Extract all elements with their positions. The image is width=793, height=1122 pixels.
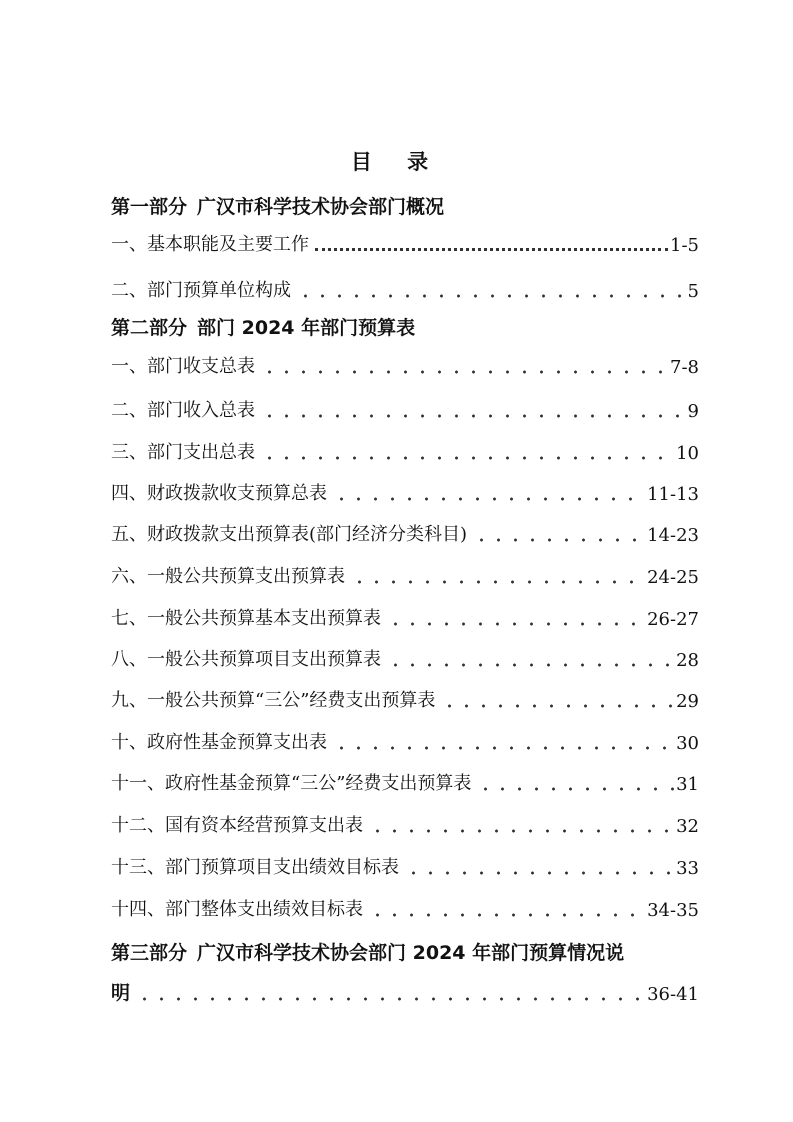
toc-entry-2-13[interactable]: [111, 851, 699, 879]
toc-entry-page: 10: [676, 443, 699, 464]
toc-entry-label: 八、一般公共预算项目支出预算表: [111, 649, 381, 670]
toc-leader-dots: [369, 828, 674, 834]
toc-entry-page: 29: [676, 691, 699, 712]
part1-heading: [111, 192, 701, 219]
toc-entry-1-2[interactable]: [111, 274, 699, 302]
toc-entry-2-3[interactable]: [111, 436, 699, 464]
toc-entry-page: 5: [687, 281, 699, 302]
toc-entry-2-11[interactable]: [111, 767, 699, 795]
toc-entry-2-6[interactable]: [111, 560, 699, 588]
toc-leader-dots: [369, 912, 645, 918]
toc-entry-2-2[interactable]: [111, 394, 699, 422]
toc-entry-label: 二、部门收入总表: [111, 400, 255, 421]
toc-entry-2-10[interactable]: [111, 726, 699, 754]
toc-leader-dots: [333, 745, 674, 751]
part1-heading-label: 第一部分: [111, 196, 188, 218]
toc-entry-1-1[interactable]: [111, 228, 699, 256]
toc-entry-page: 33: [676, 858, 699, 879]
toc-entry-label: 十四、部门整体支出绩效目标表: [111, 899, 363, 920]
toc-leader-dots: [261, 413, 686, 419]
toc-entry-label: 九、一般公共预算“三公”经费支出预算表: [111, 690, 436, 711]
part1-heading-subtitle: 广汉市科学技术协会部门概况: [197, 196, 445, 218]
part3-heading-subtitle: 广汉市科学技术协会部门 2024 年部门预算情况说: [197, 942, 625, 964]
toc-entry-label: 二、部门预算单位构成: [111, 280, 291, 301]
toc-entry-page: 30: [676, 733, 699, 754]
toc-entry-label: 七、一般公共预算基本支出预算表: [111, 608, 381, 629]
toc-leader-dots: [387, 621, 645, 627]
toc-entry-label: 十一、政府性基金预算“三公”经费支出预算表: [111, 773, 472, 794]
part2-heading-subtitle: 部门 2024 年部门预算表: [197, 317, 416, 339]
toc-entry-page: 34-35: [647, 900, 699, 921]
toc-entry-2-14[interactable]: [111, 893, 699, 921]
toc-leader-dots: [261, 455, 674, 461]
toc-entry-page: 26-27: [647, 609, 699, 630]
toc-entry-label: 一、基本职能及主要工作: [111, 234, 309, 255]
part3-heading-label: 第三部分: [111, 942, 188, 964]
toc-entry-label: 一、部门收支总表: [111, 356, 255, 377]
toc-leader-dots: [387, 662, 674, 668]
toc-entry-page: 14-23: [647, 525, 699, 546]
toc-leader-dots: [477, 786, 674, 792]
toc-leader-dots: [315, 247, 668, 251]
toc-leader-dots: [473, 537, 645, 543]
toc-entry-3[interactable]: [111, 977, 699, 1005]
toc-entry-2-12[interactable]: [111, 809, 699, 837]
toc-entry-label: 三、部门支出总表: [111, 442, 255, 463]
part3-heading-continuation: 明: [111, 982, 131, 1004]
toc-entry-2-9[interactable]: [111, 684, 699, 712]
toc-entry-page: 32: [676, 816, 699, 837]
toc-leader-dots: [333, 496, 645, 502]
toc-entry-2-5[interactable]: [111, 518, 699, 546]
toc-leader-dots: [136, 996, 645, 1002]
toc-entry-page: 28: [676, 650, 699, 671]
toc-entry-label: 十、政府性基金预算支出表: [111, 732, 327, 753]
toc-entry-2-8[interactable]: [111, 643, 699, 671]
toc-leader-dots: [261, 369, 668, 375]
toc-entry-page: 9: [687, 401, 699, 422]
toc-entry-label: 十二、国有资本经营预算支出表: [111, 815, 363, 836]
toc-leader-dots: [351, 579, 645, 585]
toc-entry-2-7[interactable]: [111, 602, 699, 630]
toc-entry-label: 四、财政拨款收支预算总表: [111, 483, 327, 504]
toc-entry-page: 36-41: [647, 984, 699, 1005]
toc-leader-dots: [405, 870, 674, 876]
toc-entry-page: 7-8: [670, 357, 699, 378]
toc-leader-dots: [297, 293, 686, 299]
toc-entry-2-1[interactable]: [111, 350, 699, 378]
toc-entry-page: 11-13: [647, 484, 699, 505]
toc-entry-2-4[interactable]: [111, 477, 699, 505]
toc-entry-label: 十三、部门预算项目支出绩效目标表: [111, 857, 399, 878]
page-title: 目 录: [350, 150, 443, 174]
toc-entry-label: 五、财政拨款支出预算表(部门经济分类科目): [111, 524, 468, 545]
part2-heading: [111, 313, 701, 340]
toc-leader-dots: [441, 703, 674, 709]
toc-entry-page: 24-25: [647, 567, 699, 588]
part2-heading-label: 第二部分: [111, 317, 188, 339]
part3-heading: [111, 938, 701, 965]
toc-entry-page: 31: [676, 774, 699, 795]
toc-entry-label: 六、一般公共预算支出预算表: [111, 566, 345, 587]
toc-entry-page: 1-5: [670, 235, 699, 256]
